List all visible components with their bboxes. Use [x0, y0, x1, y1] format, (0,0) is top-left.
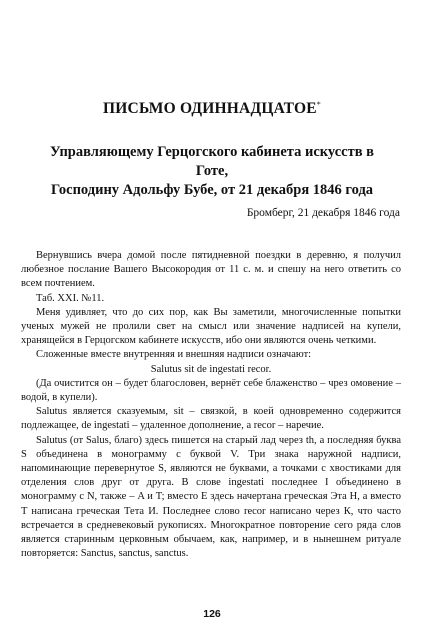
latin-inscription: Salutus sit de ingestati recor. [150, 363, 272, 375]
dateline: Бромберг, 21 декабря 1846 года [246, 207, 400, 219]
addressee-line: Управляющему Герцогского кабинета искусств в [50, 144, 374, 160]
body-paragraph: (Да очистится он – будет благословен, вернёт себе блаженство – чрез омовение – водой, в купели). [21, 377, 401, 404]
body-paragraph: Вернувшись вчера домой после пятидневной поездки в деревню, я получил любезное послание Вашего Высокородия от 11 с. м. и спешу на него ответить со всем почтением. [21, 250, 401, 290]
body-paragraph: Меня удивляет, что до сих пор, как Вы заметили, многочисленные попытки ученых мужей не пролили свет на смысл или значение надписей на купели, хранящейся в Герцогском кабинете искусств, ибо они являются очень четкими. [21, 306, 401, 347]
letter-title-text: ПИСЬМО ОДИННАДЦАТОЕ [103, 100, 317, 118]
body-paragraph: Сложенные вместе внутренняя и внешняя надписи означают: [36, 349, 312, 361]
body-paragraph: Salutus (от Salus, благо) здесь пишется на старый лад через th, а последняя буква S объединена в монограмму с буквой V. Три знака наружной надписи, напоминающие перевернутое S, являются не буквами, а точками с хвостиками для отделения слов друг от друга. В слове ingestati последнее I объединено в монограмму с N, также – A и T; вместо E здесь начертана греческая Эта H, а вместо T написана греческая Тета И. Последнее слово recor написано через К, что часто встречается в средневековый рукописях. Многократное повторение сего ряда слов является старинным церковным обычаем, как, например, и в нынешнем ритуале повторяется: Sanctus, sanctus, sanctus. [21, 434, 401, 560]
table-reference: Таб. XXI. №11. [36, 292, 105, 304]
letter-title [0, 100, 424, 118]
addressee-line: Готе, [195, 163, 229, 179]
letter-body [21, 249, 401, 561]
footnote-mark: * [316, 100, 321, 109]
body-paragraph: Salutus является сказуемым, sit – связкой, в коей одновременно содержится подлежащее, de ingestati – удаленное дополнение, а recor – наречие. [21, 406, 401, 432]
page-number: 126 [203, 608, 221, 620]
addressee-heading [20, 143, 404, 200]
addressee-line: Господину Адольфу Бубе, от 21 декабря 1846 года [50, 182, 374, 198]
